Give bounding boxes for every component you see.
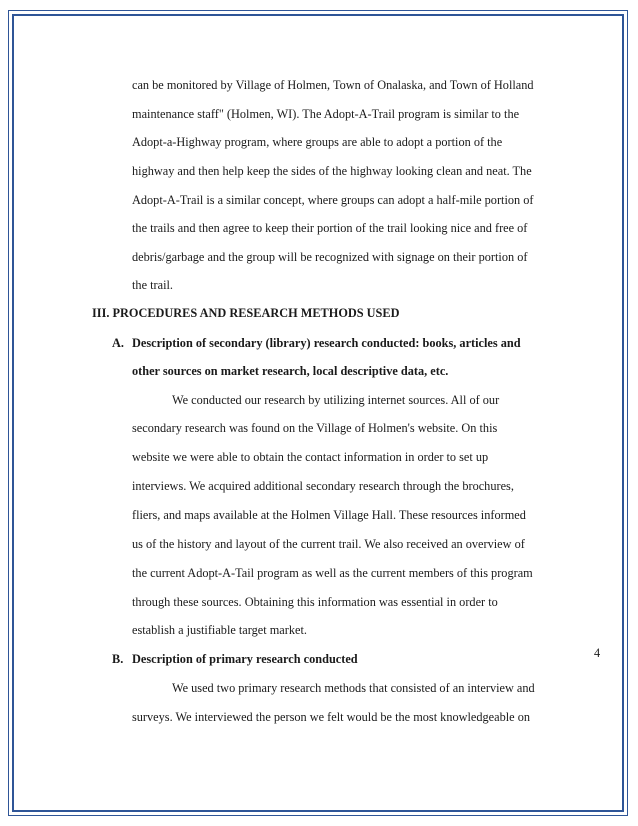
paragraph-line: fliers, and maps available at the Holmen Village Hall. These resources informed xyxy=(132,508,526,522)
paragraph-line: interviews. We acquired additional secondary research through the brochures, xyxy=(132,479,514,493)
paragraph-line: surveys. We interviewed the person we felt would be the most knowledgeable on xyxy=(132,710,530,724)
intro-line: Adopt-a-Highway program, where groups are able to adopt a portion of the xyxy=(132,135,503,149)
paragraph-line: through these sources. Obtaining this information was essential in order to xyxy=(132,595,498,609)
subsection-b-label: B. xyxy=(112,652,124,666)
subsection-a-label: A. xyxy=(112,336,124,350)
intro-line: the trails and then agree to keep their portion of the trail looking nice and free of xyxy=(132,221,528,235)
intro-line: maintenance staff" (Holmen, WI). The Adopt-A-Trail program is similar to the xyxy=(132,107,520,121)
intro-line: Adopt-A-Trail is a similar concept, where groups can adopt a half-mile portion of xyxy=(132,193,534,207)
paragraph-line: secondary research was found on the Village of Holmen's website. On this xyxy=(132,421,498,435)
intro-line: the trail. xyxy=(132,278,173,292)
subsection-a-title: other sources on market research, local descriptive data, etc. xyxy=(132,364,449,378)
intro-line: highway and then help keep the sides of the highway looking clean and neat. The xyxy=(132,164,532,178)
subsection-b-title: Description of primary research conducted xyxy=(132,652,358,666)
subsection-a-title: Description of secondary (library) research conducted: books, articles and xyxy=(132,336,521,350)
paragraph-line: us of the history and layout of the current trail. We also received an overview of xyxy=(132,537,525,551)
intro-line: can be monitored by Village of Holmen, Town of Onalaska, and Town of Holland xyxy=(132,78,534,92)
paragraph-line: website we were able to obtain the contact information in order to set up xyxy=(132,450,489,464)
section-heading: III. PROCEDURES AND RESEARCH METHODS USED xyxy=(92,306,400,320)
paragraph-line: We conducted our research by utilizing internet sources. All of our xyxy=(172,393,500,407)
intro-line: debris/garbage and the group will be recognized with signage on their portion of xyxy=(132,250,528,264)
paragraph-line: We used two primary research methods that consisted of an interview and xyxy=(172,681,535,695)
page-number: 4 xyxy=(594,646,601,660)
paragraph-line: the current Adopt-A-Tail program as well as the current members of this program xyxy=(132,566,533,580)
paragraph-line: establish a justifiable target market. xyxy=(132,623,307,637)
